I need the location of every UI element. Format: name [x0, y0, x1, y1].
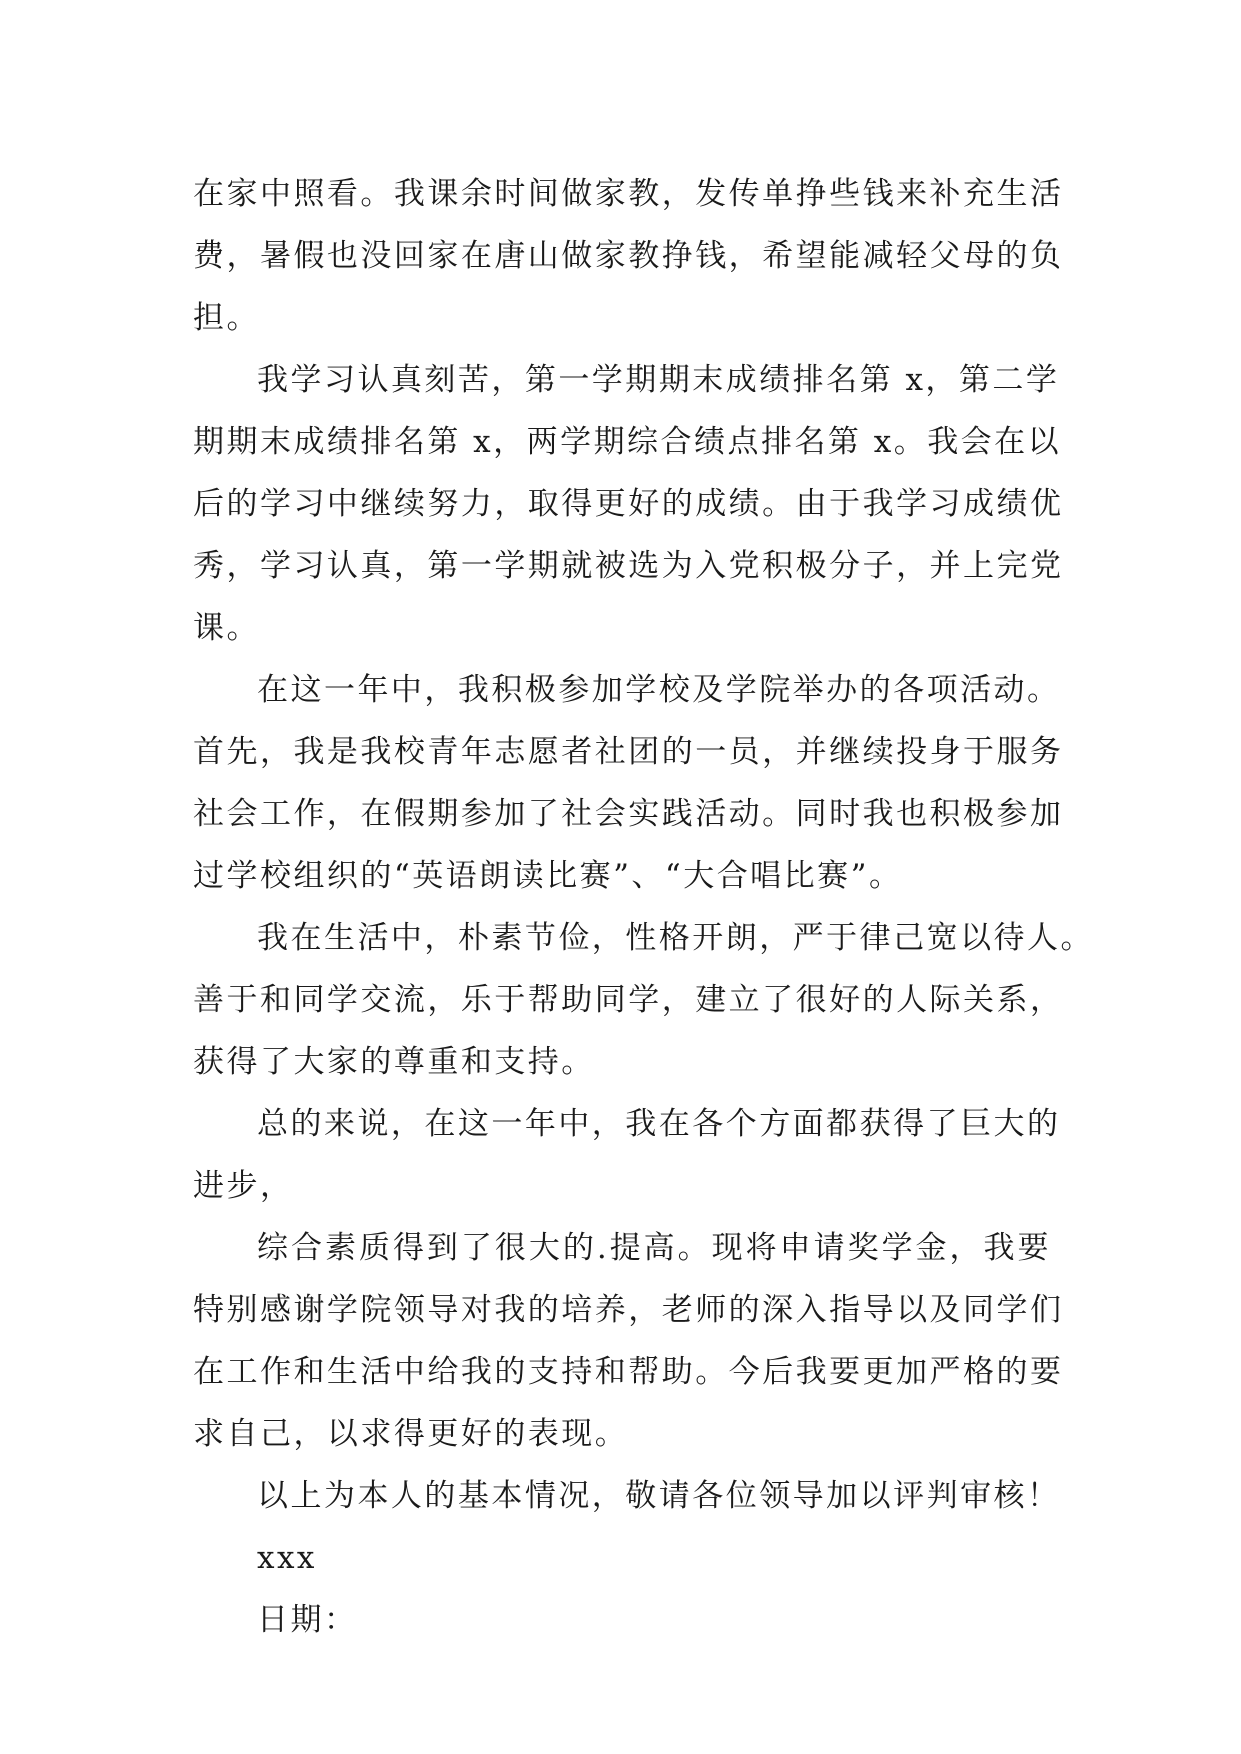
text-line: 首先，我是我校青年志愿者社团的一员，并继续投身于服务: [193, 734, 1064, 770]
closing-line: 以上为本人的基本情况，敬请各位领导加以评判审核！: [257, 1478, 1061, 1514]
text-line: 综合素质得到了很大的.提高。现将申请奖学金，我要: [257, 1230, 1051, 1266]
text-line: 善于和同学交流，乐于帮助同学，建立了很好的人际关系，: [193, 982, 1064, 1018]
text-line: 进步，: [193, 1168, 294, 1204]
signature-name: xxx: [257, 1540, 317, 1576]
text-line: 获得了大家的尊重和支持。: [193, 1044, 595, 1080]
text-line: 在家中照看。我课余时间做家教，发传单挣些钱来补充生活: [193, 176, 1064, 212]
text-line: 期期末成绩排名第 x，两学期综合绩点排名第 x。我会在以: [193, 424, 1062, 460]
text-line: 我学习认真刻苦，第一学期期末成绩排名第 x，第二学: [257, 362, 1060, 398]
date-label: 日期：: [257, 1602, 358, 1638]
text-line: 总的来说，在这一年中，我在各个方面都获得了巨大的: [257, 1106, 1061, 1142]
text-line: 我在生活中，朴素节俭，性格开朗，严于律己宽以待人。: [257, 920, 1094, 956]
text-line: 秀，学习认真，第一学期就被选为入党积极分子，并上完党: [193, 548, 1064, 584]
text-line: 在工作和生活中给我的支持和帮助。今后我要更加严格的要: [193, 1354, 1064, 1390]
text-line: 在这一年中，我积极参加学校及学院举办的各项活动。: [257, 672, 1061, 708]
text-line: 后的学习中继续努力，取得更好的成绩。由于我学习成绩优: [193, 486, 1064, 522]
text-line: 求自己，以求得更好的表现。: [193, 1416, 629, 1452]
text-line: 过学校组织的“英语朗读比赛”、“大合唱比赛”。: [193, 858, 903, 894]
text-line: 课。: [193, 610, 260, 646]
text-line: 担。: [193, 300, 260, 336]
text-line: 特别感谢学院领导对我的培养，老师的深入指导以及同学们: [193, 1292, 1064, 1328]
text-line: 社会工作，在假期参加了社会实践活动。同时我也积极参加: [193, 796, 1064, 832]
text-line: 费，暑假也没回家在唐山做家教挣钱，希望能减轻父母的负: [193, 238, 1064, 274]
document-body: [193, 163, 1094, 1651]
